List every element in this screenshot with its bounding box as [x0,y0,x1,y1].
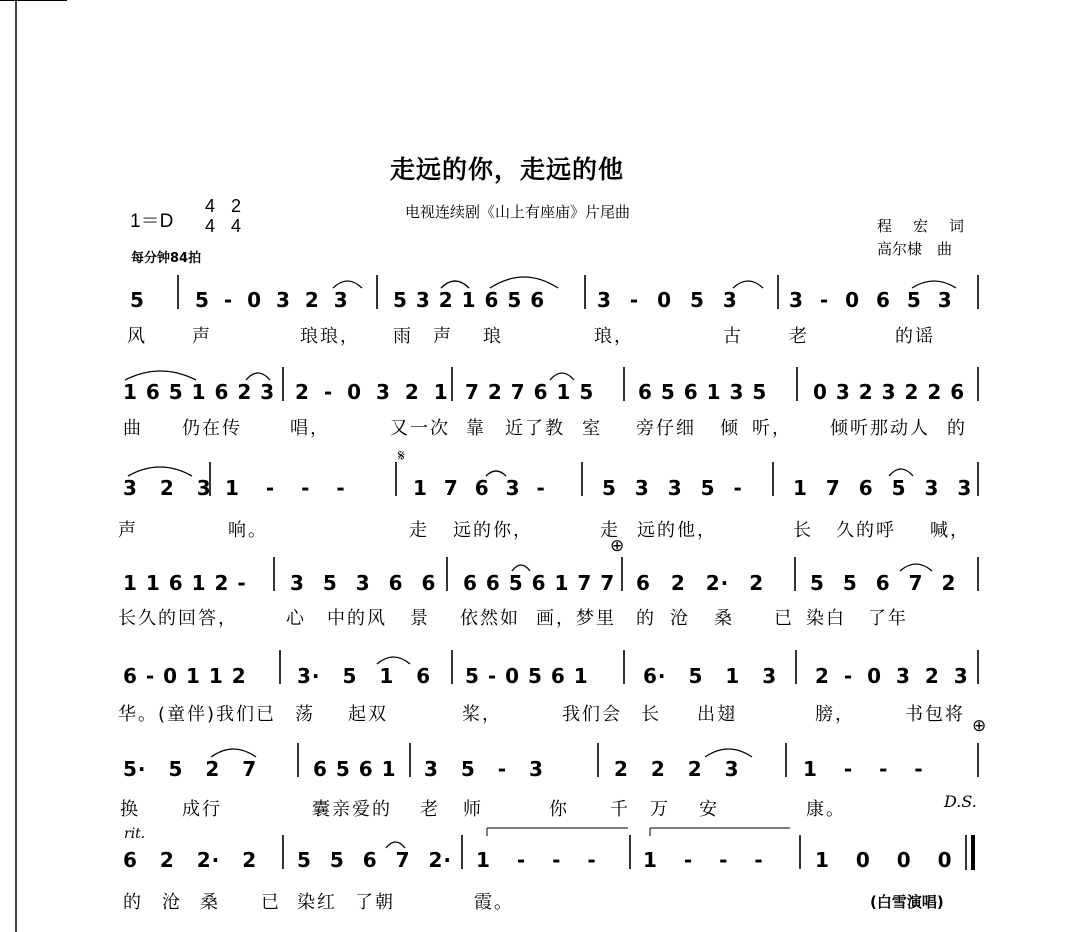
lyric: 听， [752,418,792,439]
ds-mark: D.S. [944,792,977,811]
lyric: 走 [409,520,429,541]
lyric: 荡 [295,704,315,725]
lyric: 的 [123,892,143,913]
performer-credit: (白雪演唱) [870,893,944,911]
lyric: 换 [120,799,140,820]
lyric: 师 [463,799,483,820]
lyric: 长久的回答， [118,608,238,629]
lyricist-credit: 程 宏 词 [877,217,968,235]
note-group: 5 - 0 3 2 3 [195,288,349,312]
lyric: 梦里 [576,608,616,629]
lyric: 起双 [348,704,388,725]
lyric: 康。 [806,799,846,820]
lyric: 我们会 [562,704,622,725]
lyric: 喊， [930,520,970,541]
lyric: 风 [127,326,147,347]
slur [550,373,574,380]
note-group: 6 5 6 1 3 5 [638,380,768,404]
slur [128,467,192,476]
lyric: 老 [789,326,809,347]
lyric: 成行 [182,799,222,820]
slur [441,281,469,288]
lyric: 万 [650,799,670,820]
lyric: 琅琅， [300,326,360,347]
lyric: 旁仔细 [636,418,696,439]
lyric: 已 [261,892,281,913]
lyric: 你 [549,799,569,820]
note-group: 1 - - - [643,848,764,872]
note-group: 5 3 2 1 6 5 6 [393,288,546,312]
tempo-marking: 每分钟84拍 [131,251,202,266]
time-signature-4-4: 4 4 [205,196,216,236]
note-group: 1 - - - [803,757,924,781]
lyric: 声 [192,326,212,347]
lyric: 室 [582,418,602,439]
note-group: 7 2 7 6 1 5 [465,380,595,404]
slur [733,281,763,288]
note-group: 1 - - - [225,476,346,500]
segno-mark: 𝄋 [398,446,405,465]
lyric: 长 [793,520,813,541]
time-signature-2-4: 2 4 [231,196,242,236]
note-group: 0 3 2 3 2 2 6 [813,380,966,404]
note-group: 1 1 6 1 2 - [123,571,247,595]
note-group: 6 - 0 1 1 2 [123,664,247,688]
note-group: 1 7 6 3 - [413,476,546,500]
slur [333,281,362,288]
note-group: 1 7 6 5 3 3 [793,476,973,500]
lyric: 久的呼 [836,520,896,541]
note-group: 1 6 5 1 6 2 3 [123,380,276,404]
slur [912,281,956,288]
slur [900,564,932,571]
lyric: 华。(童伴)我们已 [118,704,277,725]
note-group: 3 - 0 5 3 [597,288,738,312]
note-group: 5 5 6 7 2 [810,571,957,595]
note-group: 3 5 - 3 [424,757,544,781]
lyric: 远的他， [637,520,717,541]
note-group: 5 [130,288,145,312]
lyric: 琅， [594,326,634,347]
lyric: 琅 [483,326,503,347]
lyric: 响。 [228,520,268,541]
slur [125,371,196,380]
lyric: 安 [699,799,719,820]
slur [211,749,256,757]
lyric: 桨， [462,704,502,725]
note-group: 1 0 0 0 [815,848,953,872]
note-group: 2 2 2 3 [614,757,740,781]
lyric: 画， [536,608,576,629]
note-group: 3 - 0 6 5 3 [789,288,953,312]
note-group: 5· 5 2 7 [123,757,258,781]
slur [889,469,913,476]
lyric: 声 [118,520,138,541]
lyric: 靠 [466,418,486,439]
lyric: 沧 [670,608,690,629]
note-group: 3 2 3 [123,476,212,500]
note-group: 6 6 5 6 1 7 7 [463,571,616,595]
lyric: 仍在传 [182,418,242,439]
lyric: 沧 [162,892,182,913]
note-group: 6 5 6 1 [313,757,397,781]
lyric: 走 [600,520,620,541]
lyric: 唱， [290,418,330,439]
lyric: 的 [947,418,967,439]
lyric: 长 [641,704,661,725]
lyric: 桑 [200,892,220,913]
lyric: 景 [410,608,430,629]
note-group: 6 2 2· 2 [636,571,765,595]
lyric: 老 [420,799,440,820]
lyric: 的 [636,608,656,629]
note-group: 5 5 6 7 2· [297,848,453,872]
composer-credit: 高尔棣 曲 [877,240,953,258]
slur [246,373,270,380]
rit-mark: rit. [124,826,146,842]
lyric: 倾听那动人 [830,418,930,439]
lyric: 书包将 [905,704,965,725]
lyric: 声 [433,326,453,347]
lyric: 远的你， [453,520,533,541]
key-signature: 1＝D [130,211,174,232]
note-group: 6· 5 1 3 [643,664,778,688]
coda-mark: ⊕ [610,536,625,556]
slur [490,277,558,288]
lyric: 倾 [720,418,740,439]
lyric: 了年 [868,608,908,629]
lyric: 又一次 [390,418,450,439]
song-subtitle: 电视连续剧《山上有座庙》片尾曲 [405,203,631,221]
slur [705,749,752,757]
lyric: 染红 [297,892,337,913]
lyric: 依然如 [460,608,520,629]
note-group: 5 3 3 5 - [602,476,743,500]
note-group: 3 5 3 6 6 [290,571,437,595]
song-title: 走远的你，走远的他 [390,155,625,184]
note-group: 2 - 0 3 2 3 [815,664,969,688]
lyric: 膀， [815,704,855,725]
lyric: 古 [723,326,743,347]
note-group: 5 - 0 5 6 1 [465,664,589,688]
lyric: 雨 [393,326,413,347]
lyric: 心 [286,608,306,629]
lyric: 霞。 [474,892,514,913]
lyric: 囊亲爱的 [312,799,392,820]
lyric: 中的风 [327,608,387,629]
note-group: 1 - - - [476,848,597,872]
lyric: 已 [774,608,794,629]
note-group: 6 2 2· 2 [123,848,258,872]
coda-mark: ⊕ [972,716,987,736]
lyric: 近了教 [505,418,565,439]
lyric: 染白 [806,608,846,629]
note-group: 3· 5 1 6 [297,664,432,688]
lyric: 了朝 [355,892,395,913]
lyric: 的谣 [895,326,935,347]
lyric: 曲 [123,418,143,439]
lyric: 千 [610,799,630,820]
lyric: 出翅 [697,704,737,725]
slur [377,657,410,664]
lyric: 桑 [714,608,734,629]
note-group: 2 - 0 3 2 1 [295,380,449,404]
